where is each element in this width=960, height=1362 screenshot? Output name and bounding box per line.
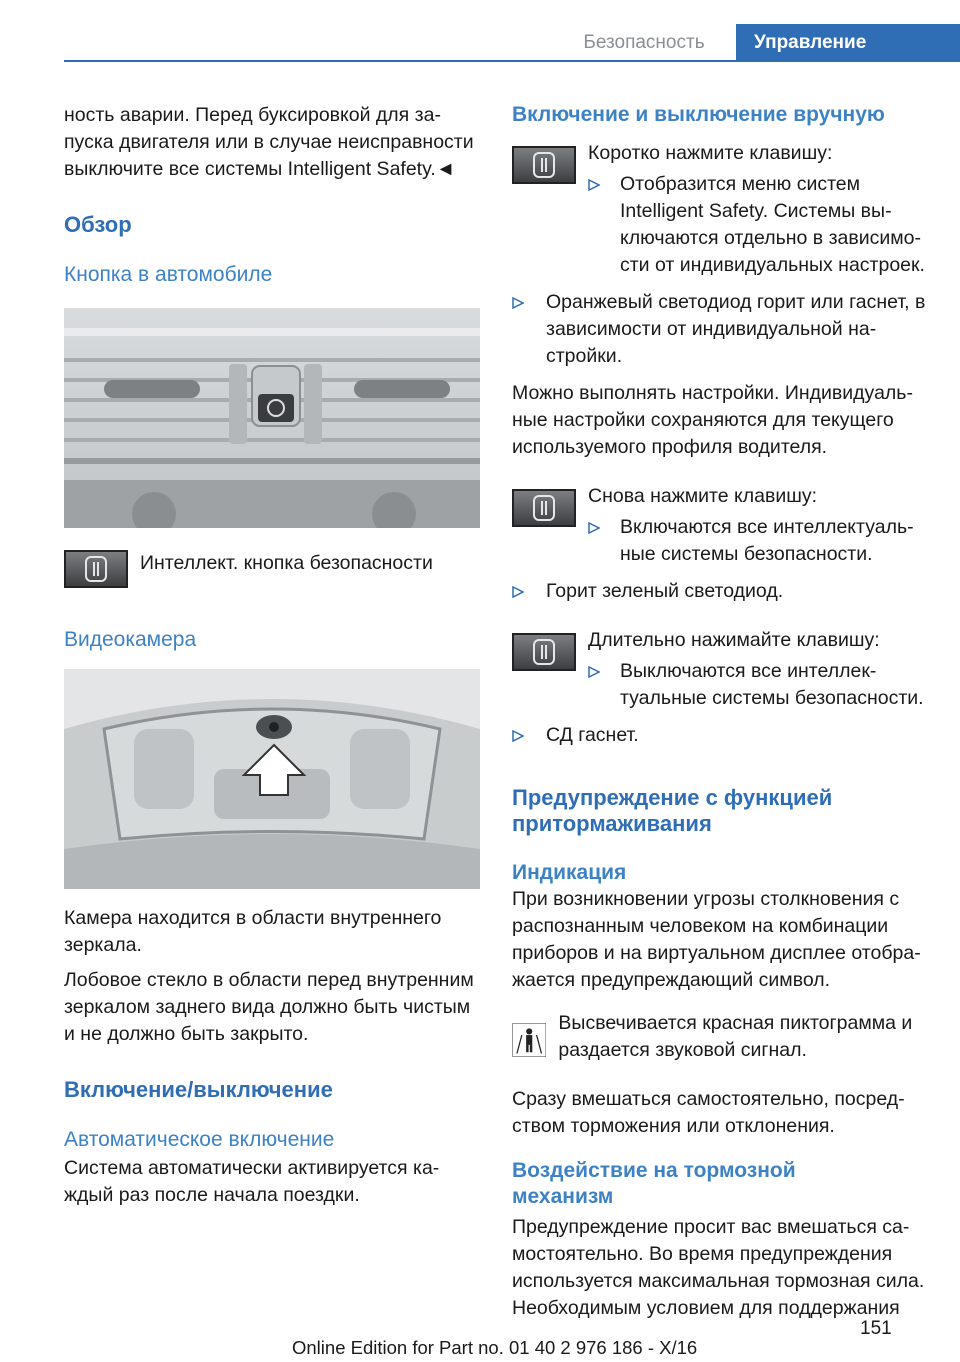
safety-button-icon xyxy=(512,489,576,527)
block3-lead: Длительно нажимайте клавишу: xyxy=(588,629,880,651)
indication-paragraph: При возникновении угрозы столкновения с распознанным человеком на комбинации приборов и на виртуальном дисплее отображается предупреждающий символ. xyxy=(512,888,921,991)
list-item xyxy=(512,289,932,370)
heading-on-off: Включение/выключение xyxy=(64,1077,333,1102)
safety-button-icon xyxy=(512,146,576,184)
warning-symbol-block xyxy=(512,1012,932,1068)
react-paragraph: Сразу вмешаться самостоятельно, посредством торможения или отклонения. xyxy=(512,1088,905,1137)
intro-paragraph: ность аварии. Перед буксировкой для запуска двигателя или в случае неисправности выключите все системы Intelligent Safety.◄ xyxy=(64,104,474,180)
heading-button: Кнопка в автомобиле xyxy=(64,263,273,286)
left-column xyxy=(64,102,480,1209)
heading-camera: Видеокамера xyxy=(64,628,197,651)
tab-safety[interactable]: Безопасность xyxy=(583,32,705,53)
safety-button-icon xyxy=(64,550,128,588)
list-item xyxy=(588,514,932,568)
heading-warning: Предупреждение с функцией притормаживания xyxy=(512,785,833,836)
heading-brake: Воздействие на тормозной механизм xyxy=(512,1159,796,1208)
heading-manual: Включение и выключение вручную xyxy=(512,103,885,126)
bullet-triangle-icon xyxy=(588,666,600,678)
bullet-triangle-icon xyxy=(588,522,600,534)
tab-control[interactable]: Управление xyxy=(736,24,960,62)
block2-bullet-1: Включаются все интеллектуальные системы безопасности. xyxy=(620,516,914,565)
list-item xyxy=(512,722,932,749)
list-item xyxy=(512,578,932,605)
page-number: 151 xyxy=(860,1318,892,1339)
block2-bullet-2: Горит зеленый светодиод. xyxy=(546,580,784,602)
bullet-triangle-icon xyxy=(588,179,600,191)
camera-location-photo xyxy=(64,669,480,889)
symbol-paragraph: Высвечивается красная пиктограмма и раздается звуковой сигнал. xyxy=(558,1012,913,1061)
pedestrian-warning-icon xyxy=(512,1012,546,1068)
list-item xyxy=(588,658,932,712)
heading-indication: Индикация xyxy=(512,861,627,884)
bullet-triangle-icon xyxy=(512,586,524,598)
bullet-triangle-icon xyxy=(512,730,524,742)
block1-bullet-1: Отобразится меню систем Intelligent Safety. Системы выключаются отдельно в зависимости от индивидуальных настроек. xyxy=(620,173,925,276)
edition-footer: Online Edition for Part no. 01 40 2 976 186 - X/16 xyxy=(292,1337,698,1358)
block1-bullet-2: Оранжевый светодиод горит или гаснет, в зависимости от индивидуальной настройки. xyxy=(546,291,926,367)
heading-overview: Обзор xyxy=(64,212,132,237)
list-item xyxy=(588,171,932,279)
block1-lead: Коротко нажмите клавишу: xyxy=(588,142,833,164)
manual-block-3 xyxy=(512,627,932,712)
button-legend xyxy=(64,550,480,588)
camera-paragraph-2: Лобовое стекло в области перед внутренним зеркалом заднего вида должно быть чистым и не должно быть закрыто. xyxy=(64,969,474,1045)
safety-button-icon xyxy=(512,633,576,671)
automatic-paragraph: Система автоматически активируется каждый раз после начала поездки. xyxy=(64,1157,440,1206)
block3-bullet-2: СД гаснет. xyxy=(546,724,639,746)
button-caption: Интеллект. кнопка безопасности xyxy=(140,552,433,574)
manual-block-2 xyxy=(512,483,932,568)
right-column xyxy=(512,102,932,1322)
block2-lead: Снова нажмите клавишу: xyxy=(588,485,818,507)
camera-paragraph-1: Камера находится в области внутреннего зеркала. xyxy=(64,907,442,956)
block3-bullet-1: Выключаются все интеллектуальные системы безопасности. xyxy=(620,660,924,709)
manual-block-1 xyxy=(512,140,932,279)
brake-paragraph: Предупреждение просит вас вмешаться самостоятельно. Во время предупреждения используется максимальная тормозная сила. Необходимым условием для поддержания xyxy=(512,1216,925,1319)
dashboard-button-photo xyxy=(64,308,480,528)
settings-paragraph: Можно выполнять настройки. Индивидуальные настройки сохраняются для текущего используемого профиля водителя. xyxy=(512,382,913,458)
bullet-triangle-icon xyxy=(512,297,524,309)
heading-automatic: Автоматическое включение xyxy=(64,1128,335,1151)
